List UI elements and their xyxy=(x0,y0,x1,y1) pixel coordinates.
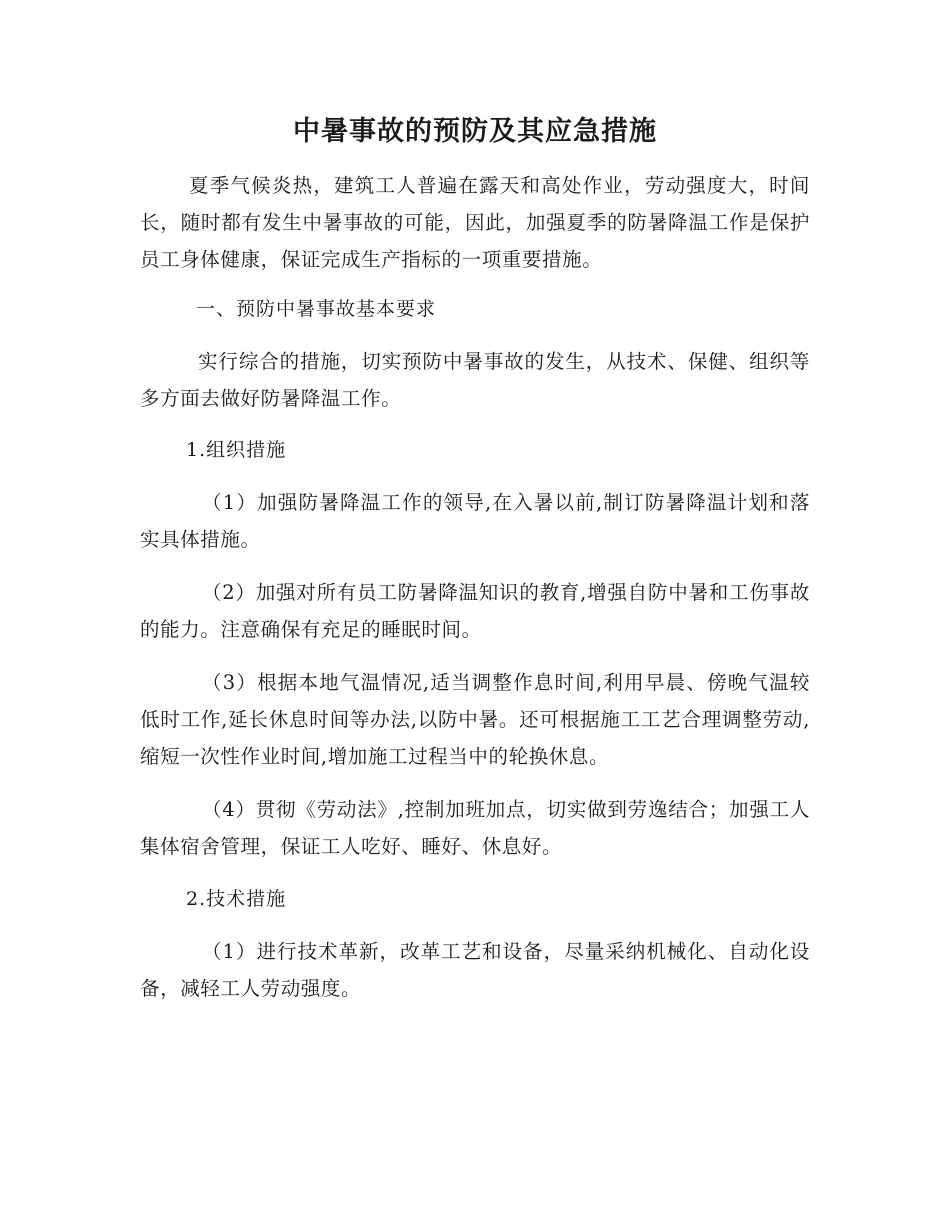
section-paragraph-comprehensive-measures: 实行综合的措施，切实预防中暑事故的发生，从技术、保健、组织等多方面去做好防暑降温工作。 xyxy=(140,350,810,410)
section-heading-prevention-requirements: 一、预防中暑事故基本要求 xyxy=(196,298,437,320)
list-item-tech-1: （1）进行技术革新，改革工艺和设备，尽量采纳机械化、自动化设备，减轻工人劳动强度。 xyxy=(140,940,810,1000)
list-item-org-4: （4）贯彻《劳动法》,控制加班加点，切实做到劳逸结合；加强工人集体宿舍管理，保证工人吃好、睡好、休息好。 xyxy=(140,798,810,858)
intro-paragraph: 夏季气候炎热，建筑工人普遍在露天和高处作业，劳动强度大，时间长，随时都有发生中暑事故的可能，因此，加强夏季的防暑降温工作是保护员工身体健康，保证完成生产指标的一项重要措施。 xyxy=(140,174,810,271)
list-item-org-2: （2）加强对所有员工防暑降温知识的教育,增强自防中暑和工伤事故的能力。注意确保有充足的睡眠时间。 xyxy=(140,581,810,641)
subheading-technical-measures: 2.技术措施 xyxy=(186,888,287,910)
document-title: 中暑事故的预防及其应急措施 xyxy=(293,116,657,147)
subheading-organizational-measures: 1.组织措施 xyxy=(186,439,287,461)
list-item-org-3: （3）根据本地气温情况,适当调整作息时间,利用早晨、傍晚气温较低时工作,延长休息时间等办法,以防中暑。还可根据施工工艺合理调整劳动,缩短一次性作业时间,增加施工过程当中的轮换休息。 xyxy=(140,671,810,768)
list-item-org-1: （1）加强防暑降温工作的领导,在入暑以前,制订防暑降温计划和落实具体措施。 xyxy=(140,491,810,551)
